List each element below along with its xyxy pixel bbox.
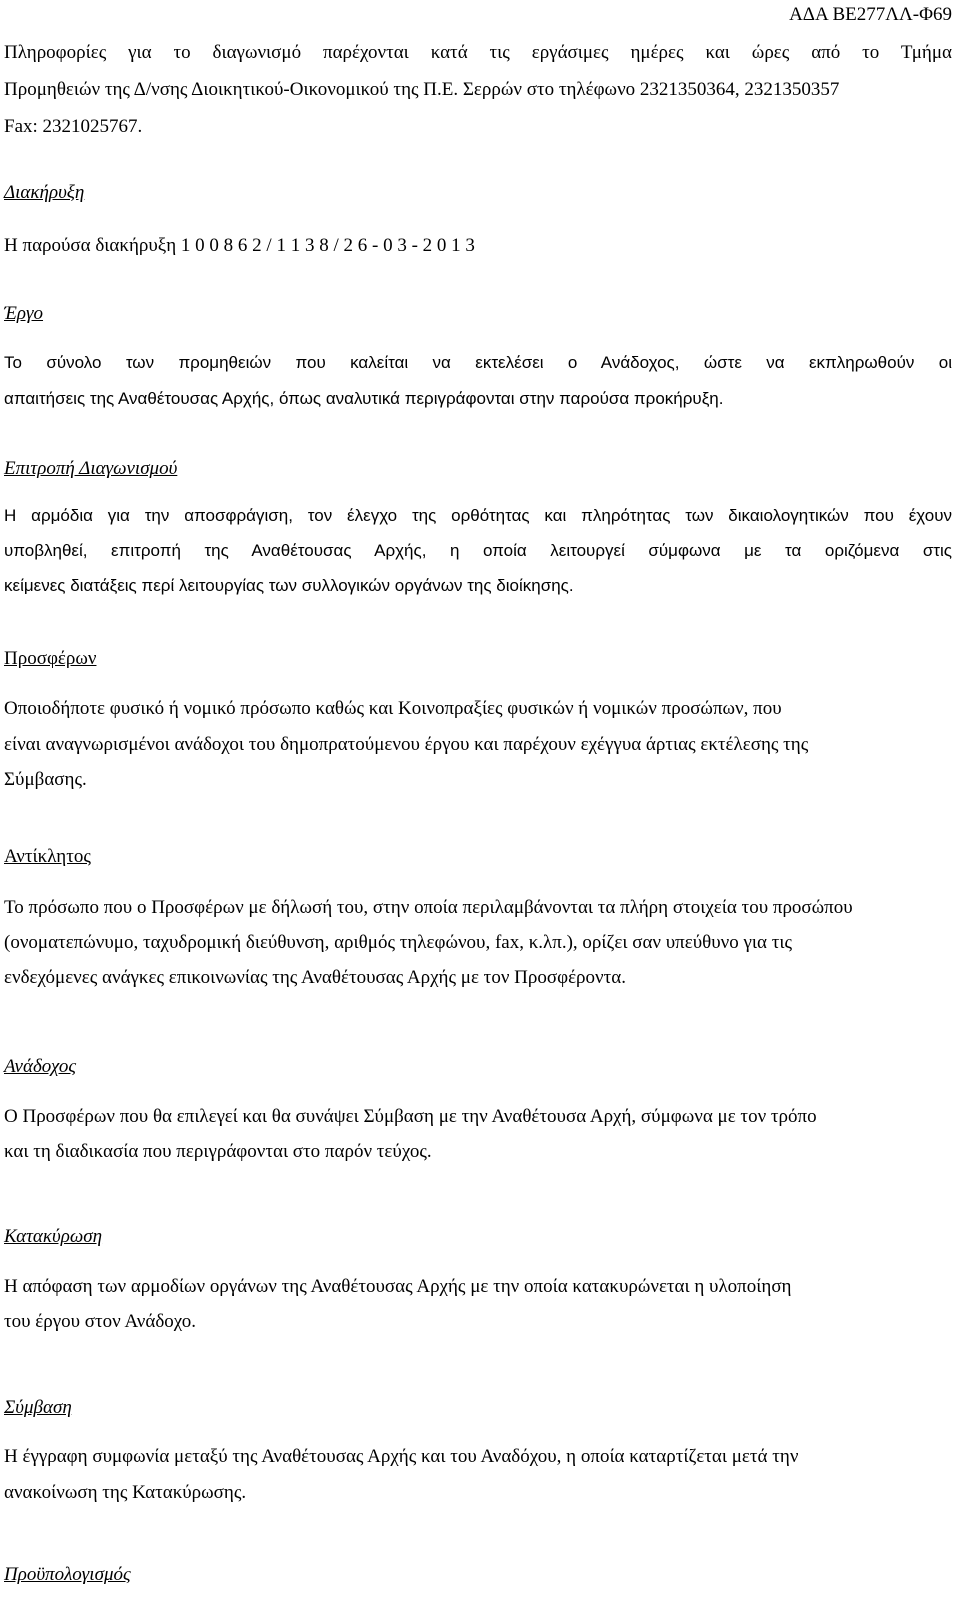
section-text: Το σύνολο των προμηθειών που καλείται να εκτελέσει ο Ανάδοχος, ώστε να εκπληρωθούν οι	[4, 353, 952, 372]
section-text: ενδεχόμενες ανάγκες επικοινωνίας της Αναθέτουσας Αρχής με τον Προσφέροντα.	[4, 967, 626, 988]
section-heading-epitropi: Επιτροπή Διαγωνισμού	[4, 458, 178, 479]
section-text: κείμενες διατάξεις περί λειτουργίας των συλλογικών οργάνων της διοίκησης.	[4, 576, 574, 595]
section-text: απαιτήσεις της Αναθέτουσας Αρχής, όπως αναλυτικά περιγράφονται στην παρούσα προκήρυξη.	[4, 389, 724, 408]
section-text: Η έγγραφη συμφωνία μεταξύ της Αναθέτουσας Αρχής και του Αναδόχου, η οποία καταρτίζεται μετά την	[4, 1446, 799, 1467]
section-text: του έργου στον Ανάδοχο.	[4, 1311, 197, 1332]
section-text: ανακοίνωση της Κατακύρωσης.	[4, 1482, 247, 1503]
section-heading-prosferon: Προσφέρων	[4, 648, 97, 669]
section-heading-diakiryxi: Διακήρυξη	[4, 182, 85, 203]
section-text: Η απόφαση των αρμοδίων οργάνων της Αναθέτουσας Αρχής με την οποία κατακυρώνεται η υλοποίηση	[4, 1276, 792, 1297]
intro-line: Fax: 2321025767.	[4, 116, 143, 137]
intro-line: Πληροφορίες για το διαγωνισμό παρέχονται κατά τις εργάσιμες ημέρες και ώρες από το Τμήμα	[4, 42, 952, 63]
section-text: Ο Προσφέρων που θα επιλεγεί και θα συνάψει Σύμβαση με την Αναθέτουσα Αρχή, σύμφωνα με τον τρόπο	[4, 1106, 817, 1127]
section-text: υποβληθεί, επιτροπή της Αναθέτουσας Αρχής, η οποία λειτουργεί σύμφωνα με τα οριζόμενα στις	[4, 541, 952, 560]
section-text: Το πρόσωπο που ο Προσφέρων με δήλωσή του, στην οποία περιλαμβάνονται τα πλήρη στοιχεία του προσώπου	[4, 897, 853, 918]
ada-code: ΑΔΑ ΒΕ277ΛΛ-Φ69	[789, 4, 952, 25]
section-text: Η παρούσα διακήρυξη 1 0 0 8 6 2 / 1 1 3 8 / 2 6 - 0 3 - 2 0 1 3	[4, 235, 475, 256]
intro-line: Προμηθειών της Δ/νσης Διοικητικού-Οικονομικού της Π.Ε. Σερρών στο τηλέφωνο 2321350364, 2321350357	[4, 79, 840, 100]
section-text: και τη διαδικασία που περιγράφονται στο παρόν τεύχος.	[4, 1141, 432, 1162]
section-text: Η αρμόδια για την αποσφράγιση, τον έλεγχο της ορθότητας και πληρότητας των δικαιολογητικών που έχουν	[4, 506, 952, 525]
section-text: (ονοματεπώνυμο, ταχυδρομική διεύθυνση, αριθμός τηλεφώνου, fax, κ.λπ.), ορίζει σαν υπεύθυνο για τις	[4, 932, 792, 953]
section-heading-proypologismos: Προϋπολογισμός	[4, 1564, 131, 1585]
section-heading-symvasi: Σύμβαση	[4, 1397, 72, 1418]
section-text: Σύμβασης.	[4, 769, 87, 790]
section-heading-antikletos: Αντίκλητος	[4, 846, 91, 867]
section-heading-katakyrosi: Κατακύρωση	[4, 1226, 103, 1247]
section-text: Οποιοδήποτε φυσικό ή νομικό πρόσωπο καθώς και Κοινοπραξίες φυσικών ή νομικών προσώπων, που	[4, 698, 782, 719]
section-text: είναι αναγνωρισμένοι ανάδοχοι του δημοπρατούμενου έργου και παρέχουν εχέγγυα άρτιας εκτέλεσης της	[4, 734, 809, 755]
section-heading-anadochos: Ανάδοχος	[4, 1056, 77, 1077]
section-heading-ergo: Έργο	[4, 303, 44, 324]
